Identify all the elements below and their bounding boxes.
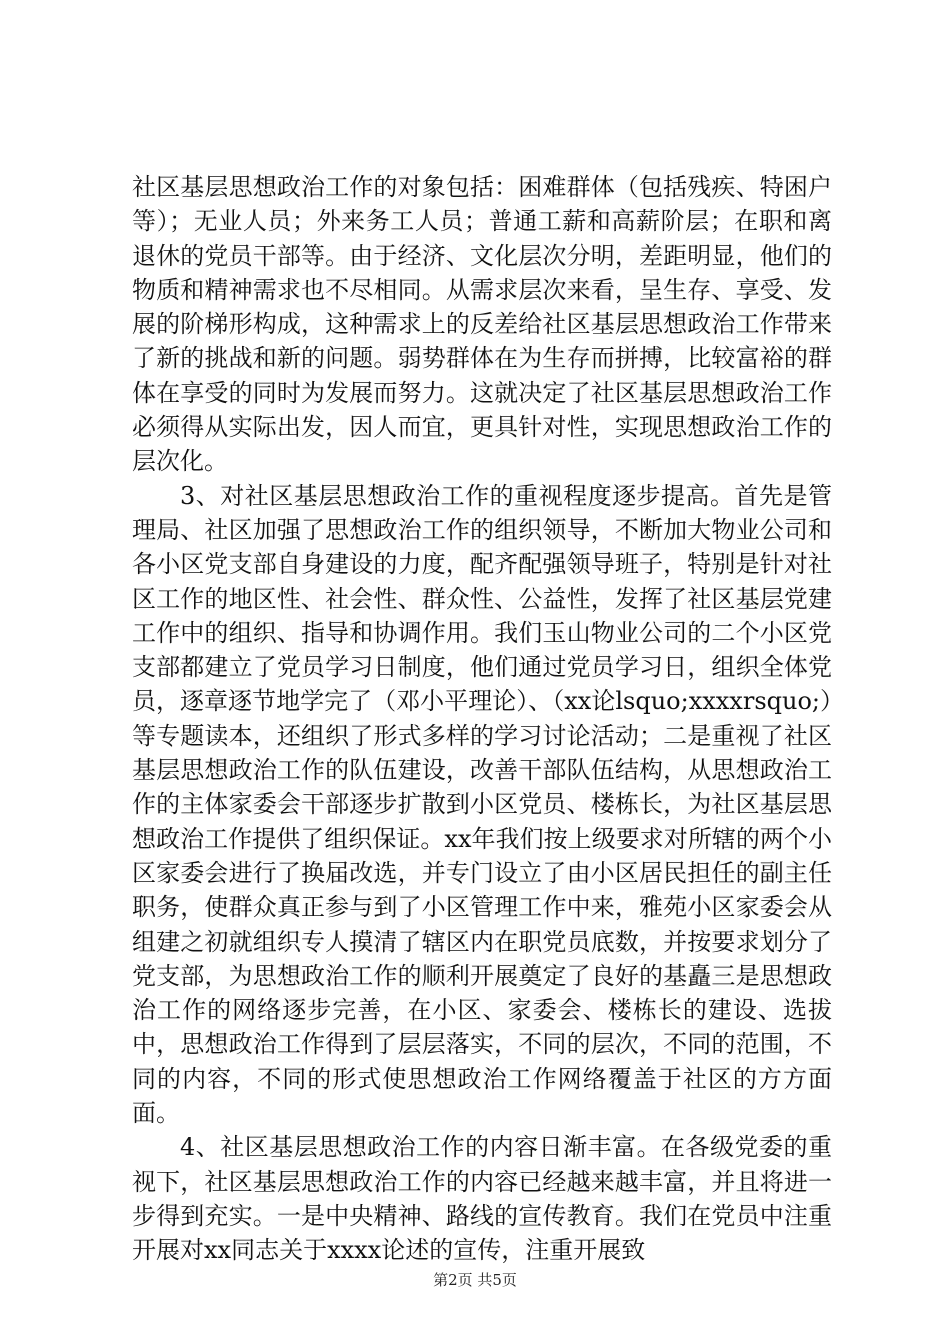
paragraph-2: 3、对社区基层思想政治工作的重视程度逐步提高。首先是管理局、社区加强了思想政治工作的组织领导，不断加大物业公司和各小区党支部自身建设的力度，配齐配强领导班子，特别是针对社区工作的地区性、社会性、群众性、公益性，发挥了社区基层党建工作中的组织、指导和协调作用。我们玉山物业公司的二个小区党支部都建立了党员学习日制度，他们通过党员学习日，组织全体党员，逐章逐节地学完了（邓小平理论）、（xx论lsquo;xxxxrsquo;）等专题读本，还组织了形式多样的学习讨论活动；二是重视了社区基层思想政治工作的队伍建设，改善干部队伍结构，从思想政治工作的主体家委会干部逐步扩散到小区党员、楼栋长，为社区基层思想政治工作提供了组织保证。xx年我们按上级要求对所辖的两个小区家委会进行了换届改选，并专门设立了由小区居民担任的副主任职务，使群众真正参与到了小区管理工作中来，雅苑小区家委会从组建之初就组织专人摸清了辖区内在职党员底数，并按要求划分了党支部，为思想政治工作的顺利开展奠定了良好的基矗三是思想政治工作的网络逐步完善，在小区、家委会、楼栋长的建设、选拔中，思想政治工作得到了层层落实，不同的层次，不同的范围，不同的内容，不同的形式使思想政治工作网络覆盖于社区的方方面面。 — [132, 481, 832, 1128]
document-body — [132, 170, 832, 1268]
paragraph-1: 社区基层思想政治工作的对象包括：困难群体（包括残疾、特困户等）；无业人员；外来务工人员；普通工薪和高薪阶层；在职和离退休的党员干部等。由于经济、文化层次分明，差距明显，他们的物质和精神需求也不尽相同。从需求层次来看，呈生存、享受、发展的阶梯形构成，这种需求上的反差给社区基层思想政治工作带来了新的挑战和新的问题。弱势群体在为生存而拼搏，比较富裕的群体在享受的同时为发展而努力。这就决定了社区基层思想政治工作必须得从实际出发，因人而宜，更具针对性，实现思想政治工作的层次化。 — [132, 173, 832, 476]
paragraph-3: 4、社区基层思想政治工作的内容日渐丰富。在各级党委的重视下，社区基层思想政治工作的内容已经越来越丰富，并且将进一步得到充实。一是中央精神、路线的宣传教育。我们在党员中注重开展对xx同志关于xxxx论述的宣传，注重开展致 — [132, 1133, 832, 1265]
page-footer: 第2页 共5页 — [433, 1271, 517, 1289]
